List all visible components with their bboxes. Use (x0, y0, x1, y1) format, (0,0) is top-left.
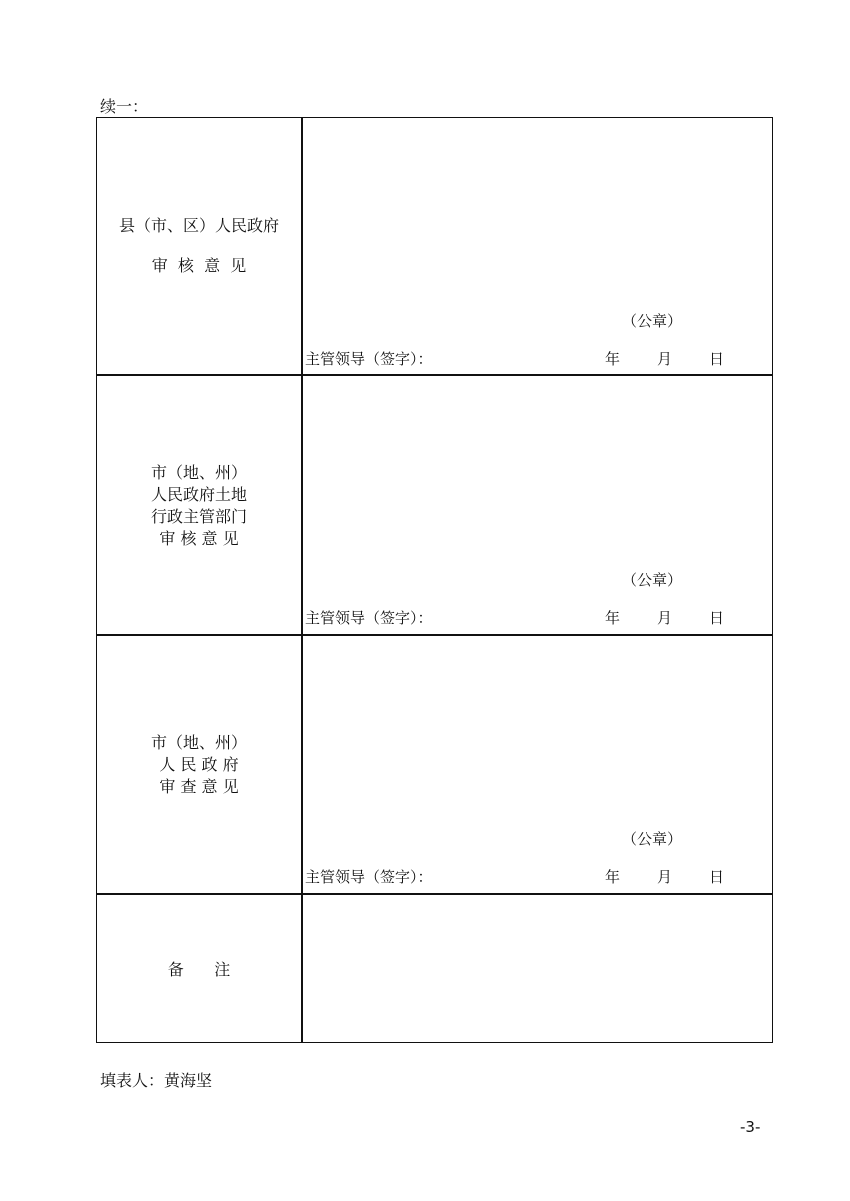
date-year: 年 (605, 609, 621, 627)
date-month: 月 (657, 609, 673, 627)
label-line: 市（地、州） (150, 733, 247, 752)
label-line: 审 核 意 见 (159, 529, 239, 548)
filler-name: 填表人：黄海坚 (100, 1071, 213, 1090)
date-year: 年 (605, 868, 621, 886)
remarks-label (97, 959, 301, 981)
column-divider (301, 118, 303, 1042)
date-day: 日 (709, 868, 725, 886)
signature-field[interactable]: 主管领导（签字）： (305, 350, 433, 368)
seal-text: （公章） (622, 571, 683, 589)
label-line: 审 查 意 见 (159, 777, 239, 796)
date-day: 日 (709, 350, 725, 368)
row-divider (97, 634, 772, 636)
signature-field[interactable]: 主管领导（签字）： (305, 868, 433, 886)
date-year: 年 (605, 350, 621, 368)
continuation-label: 续一： (100, 97, 149, 116)
label-line: 县（市、区）人民政府 (118, 216, 279, 235)
city-government-label (97, 732, 301, 798)
signature-field[interactable]: 主管领导（签字）： (305, 609, 433, 627)
date-day: 日 (709, 609, 725, 627)
label-line: 市（地、州） (150, 463, 247, 482)
approval-form-table (96, 117, 773, 1043)
label-line: 人民政府土地 (150, 485, 247, 504)
city-land-dept-label (97, 462, 301, 550)
date-month: 月 (657, 868, 673, 886)
row-divider (97, 374, 772, 376)
label-line: 备 注 (167, 960, 231, 979)
label-line: 审 核 意 见 (151, 256, 247, 275)
row-divider (97, 893, 772, 895)
seal-text: （公章） (622, 312, 683, 330)
label-line: 人 民 政 府 (159, 755, 239, 774)
page-number: -3- (740, 1118, 761, 1136)
label-line: 行政主管部门 (150, 507, 247, 526)
seal-text: （公章） (622, 830, 683, 848)
county-government-label (97, 215, 301, 277)
date-month: 月 (657, 350, 673, 368)
